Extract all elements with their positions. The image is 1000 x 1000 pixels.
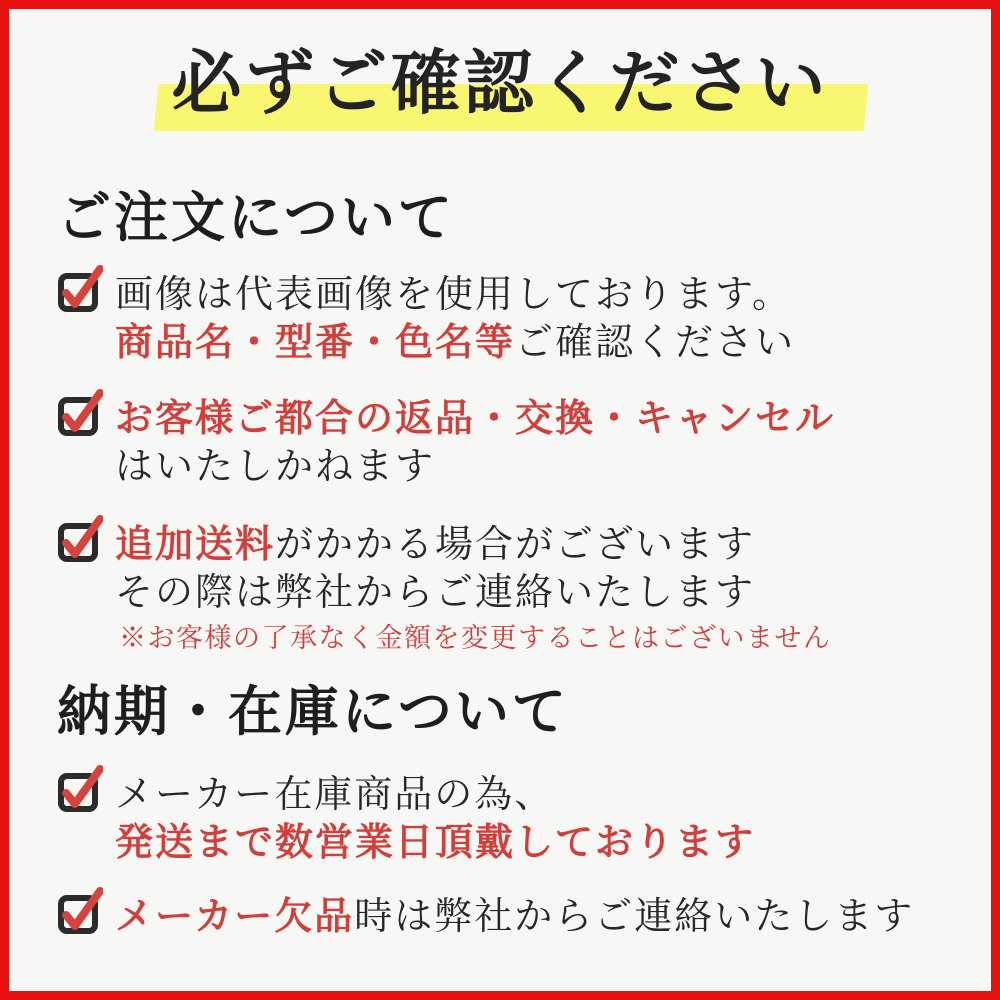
notice-line [115, 394, 835, 442]
section-heading-order: ご注文について [57, 185, 455, 249]
notice-item-returns [57, 394, 991, 490]
checkbox-checked-icon [57, 887, 103, 935]
notice-text-segment: その際は弊社からご連絡いたします [115, 570, 756, 614]
notice-item-text [115, 892, 914, 940]
notice-item-maker-shortage [57, 892, 991, 940]
title-block [9, 37, 991, 129]
checkbox-checked-icon [57, 265, 103, 313]
notice-text-segment: 画像は代表画像を使用しております。 [115, 272, 792, 316]
notice-text-segment: ※お客様の了承なく金額を変更することはございません [119, 623, 832, 654]
notice-text-segment: 商品名・型番・色名等 [115, 319, 516, 364]
notice-line [115, 442, 835, 490]
notice-text-segment: 発送まで数営業日頂戴しております [115, 819, 756, 864]
notice-text-segment: がかかる場合がございます [275, 522, 756, 566]
notice-line [115, 270, 795, 318]
notice-text-segment: お客様ご都合の返品・交換・キャンセル [115, 395, 836, 440]
notice-item-text [115, 394, 835, 490]
notice-item-representative-image [57, 270, 991, 366]
page-title: 必ずご確認ください [171, 41, 829, 124]
notice-text-segment: メーカー在庫商品の為、 [115, 772, 555, 816]
notice-line [115, 770, 755, 818]
notice-item-text [115, 520, 832, 656]
notice-item-text [115, 270, 795, 366]
checkbox-checked-icon [57, 515, 103, 563]
checkbox-checked-icon [57, 389, 103, 437]
notice-item-extra-shipping [57, 520, 991, 656]
notice-item-text [115, 770, 755, 866]
notice-line [115, 520, 832, 568]
notice-line [115, 892, 914, 940]
notice-line [115, 818, 755, 866]
notice-item-lead-time [57, 770, 991, 866]
checkbox-checked-icon [57, 765, 103, 813]
notice-text-segment: ご確認ください [515, 320, 796, 364]
notice-line [115, 568, 832, 616]
notice-line [115, 318, 795, 366]
section-heading-stock: 納期・在庫について [57, 679, 569, 743]
notice-footnote [115, 622, 832, 656]
notice-text-segment: メーカー欠品 [115, 893, 355, 938]
notice-text-segment: はいたしかねます [115, 444, 436, 488]
notice-text-segment: 時は弊社からご連絡いたします [354, 894, 915, 938]
notice-text-segment: 追加送料 [115, 521, 276, 566]
